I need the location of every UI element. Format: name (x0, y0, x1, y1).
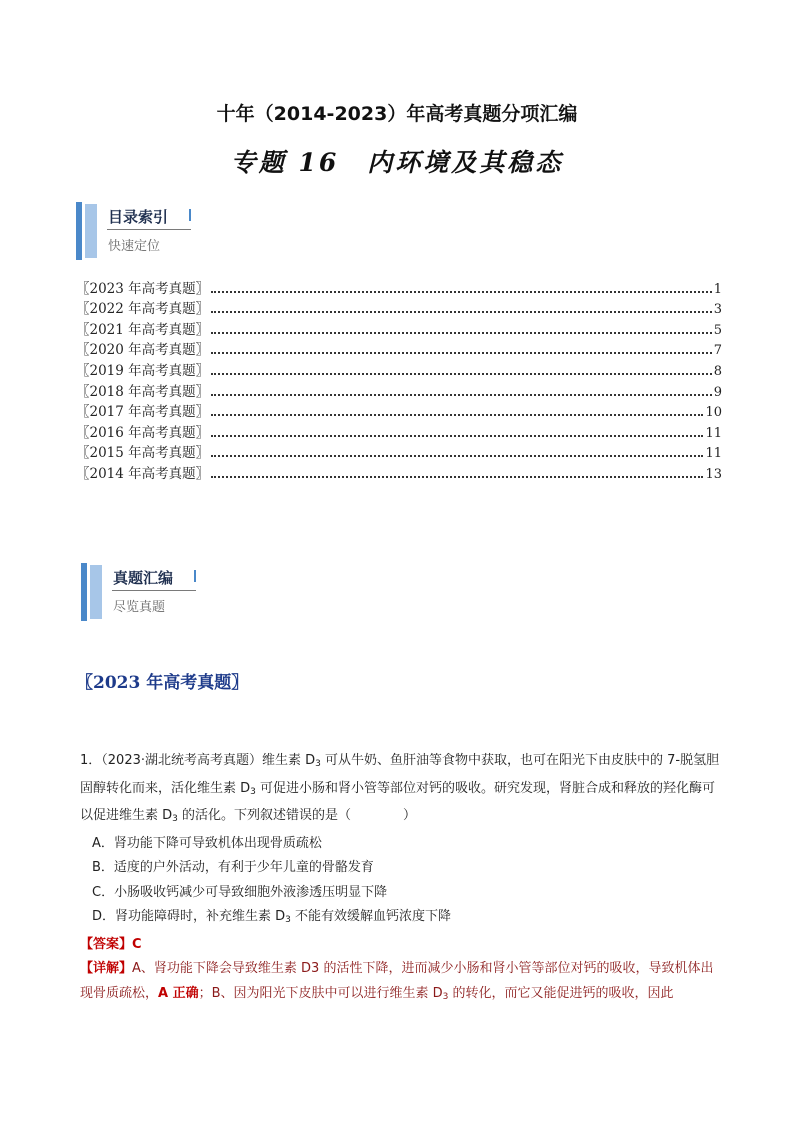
toc-leader (211, 291, 712, 293)
answer-value: C (132, 936, 142, 952)
question-stem: 1．（2023·湖北统考高考真题）维生素 $D_3$ 可从牛奶、鱼肝油等食物中获取，也可在阳光下由皮肤中的 7-脱氢胆固醇转化而来，活化维生素 $D_3$ 可促进小肠和肾小管等部位对钙的吸收。研究发现，肾脏合成和释放的羟化酶可以促进维生素 $D_3$ 的活化。下列叙述错误的是（ ） (80, 753, 720, 824)
toc-item-page: 10 (705, 405, 722, 421)
toc-item[interactable] (76, 338, 722, 359)
toc-leader (211, 352, 712, 354)
toc-item-page: 13 (705, 466, 722, 482)
option-c: C．小肠吸收钙减少可导致细胞外液渗透压明显下降 (92, 884, 388, 900)
option-a: A．肾功能下降可导致机体出现骨质疏松 (92, 835, 322, 851)
toc-section-heading: 目录索引 (108, 208, 169, 226)
document-subtitle: 专题 16 内环境及其稳态 (230, 148, 564, 177)
answer-line (80, 933, 726, 958)
toc-leader (211, 455, 703, 457)
toc-leader (211, 435, 703, 437)
section-rule (112, 590, 196, 591)
toc-item-label: 〖2014 年高考真题〗 (76, 465, 210, 482)
toc-item-page: 1 (713, 281, 722, 297)
exam-section-header (81, 563, 241, 621)
document-title: 十年（2014-2023）年高考真题分项汇编 (216, 103, 578, 125)
exam-section-heading: 真题汇编 (113, 569, 174, 587)
toc-item-label: 〖2020 年高考真题〗 (76, 342, 210, 359)
toc-item-label: 〖2016 年高考真题〗 (76, 424, 210, 441)
toc-item[interactable] (76, 461, 722, 482)
toc-item[interactable] (76, 420, 722, 441)
option-d: D．肾功能障碍时，补充维生素 $D_3$ 不能有效缓解血钙浓度下降 (92, 909, 452, 925)
toc-item-page: 3 (713, 302, 722, 318)
section-bar-light (85, 204, 97, 258)
toc-item-page: 9 (713, 384, 722, 400)
toc-item-label: 〖2023 年高考真题〗 (76, 280, 210, 297)
table-of-contents (76, 276, 722, 482)
toc-item-label: 〖2018 年高考真题〗 (76, 383, 210, 400)
toc-item-label: 〖2019 年高考真题〗 (76, 362, 210, 379)
toc-item-label: 〖2017 年高考真题〗 (76, 404, 210, 421)
exam-section-sub: 尽览真题 (113, 600, 166, 615)
answer-label: 【答案】 (80, 936, 133, 952)
toc-leader (211, 332, 712, 334)
toc-leader (211, 373, 712, 375)
toc-section-sub: 快速定位 (108, 239, 161, 254)
option-b: B．适度的户外活动，有利于少年儿童的骨骼发育 (92, 860, 374, 875)
toc-item-page: 5 (713, 322, 722, 338)
cursor-mark-icon (194, 570, 196, 582)
toc-item-page: 11 (705, 425, 722, 441)
section-bar-light (90, 565, 102, 619)
cursor-mark-icon (189, 209, 191, 221)
toc-item-page: 11 (705, 446, 722, 462)
toc-item-page: 8 (713, 363, 722, 379)
year-heading: 〖2023 年高考真题〗 (76, 673, 249, 693)
toc-leader (211, 476, 703, 478)
detail-text: 【详解】A、肾功能下降会导致维生素 D3 的活性下降，进而减少小肠和肾小管等部位对钙的吸收，导致机体出现骨质疏松，A 正确；B、因为阳光下皮肤中可以进行维生素 $D_3$ 的转化，而它又能促进钙的吸收，因此 (80, 961, 714, 1002)
toc-item-page: 7 (713, 343, 722, 359)
question-block (80, 749, 726, 1009)
toc-leader (211, 414, 703, 416)
section-rule (107, 229, 191, 230)
toc-item-label: 〖2022 年高考真题〗 (76, 301, 210, 318)
toc-item-label: 〖2021 年高考真题〗 (76, 321, 210, 338)
toc-section-header (76, 202, 236, 260)
section-bar-dark (81, 563, 87, 621)
toc-item[interactable] (76, 379, 722, 400)
toc-item[interactable] (76, 358, 722, 379)
section-bar-dark (76, 202, 82, 260)
toc-item[interactable] (76, 441, 722, 462)
toc-item-label: 〖2015 年高考真题〗 (76, 445, 210, 462)
toc-item[interactable] (76, 276, 722, 297)
detail-label: 【详解】 (80, 961, 133, 976)
toc-item[interactable] (76, 317, 722, 338)
toc-item[interactable] (76, 400, 722, 421)
toc-leader (211, 311, 712, 313)
toc-item[interactable] (76, 297, 722, 318)
toc-leader (211, 394, 712, 396)
